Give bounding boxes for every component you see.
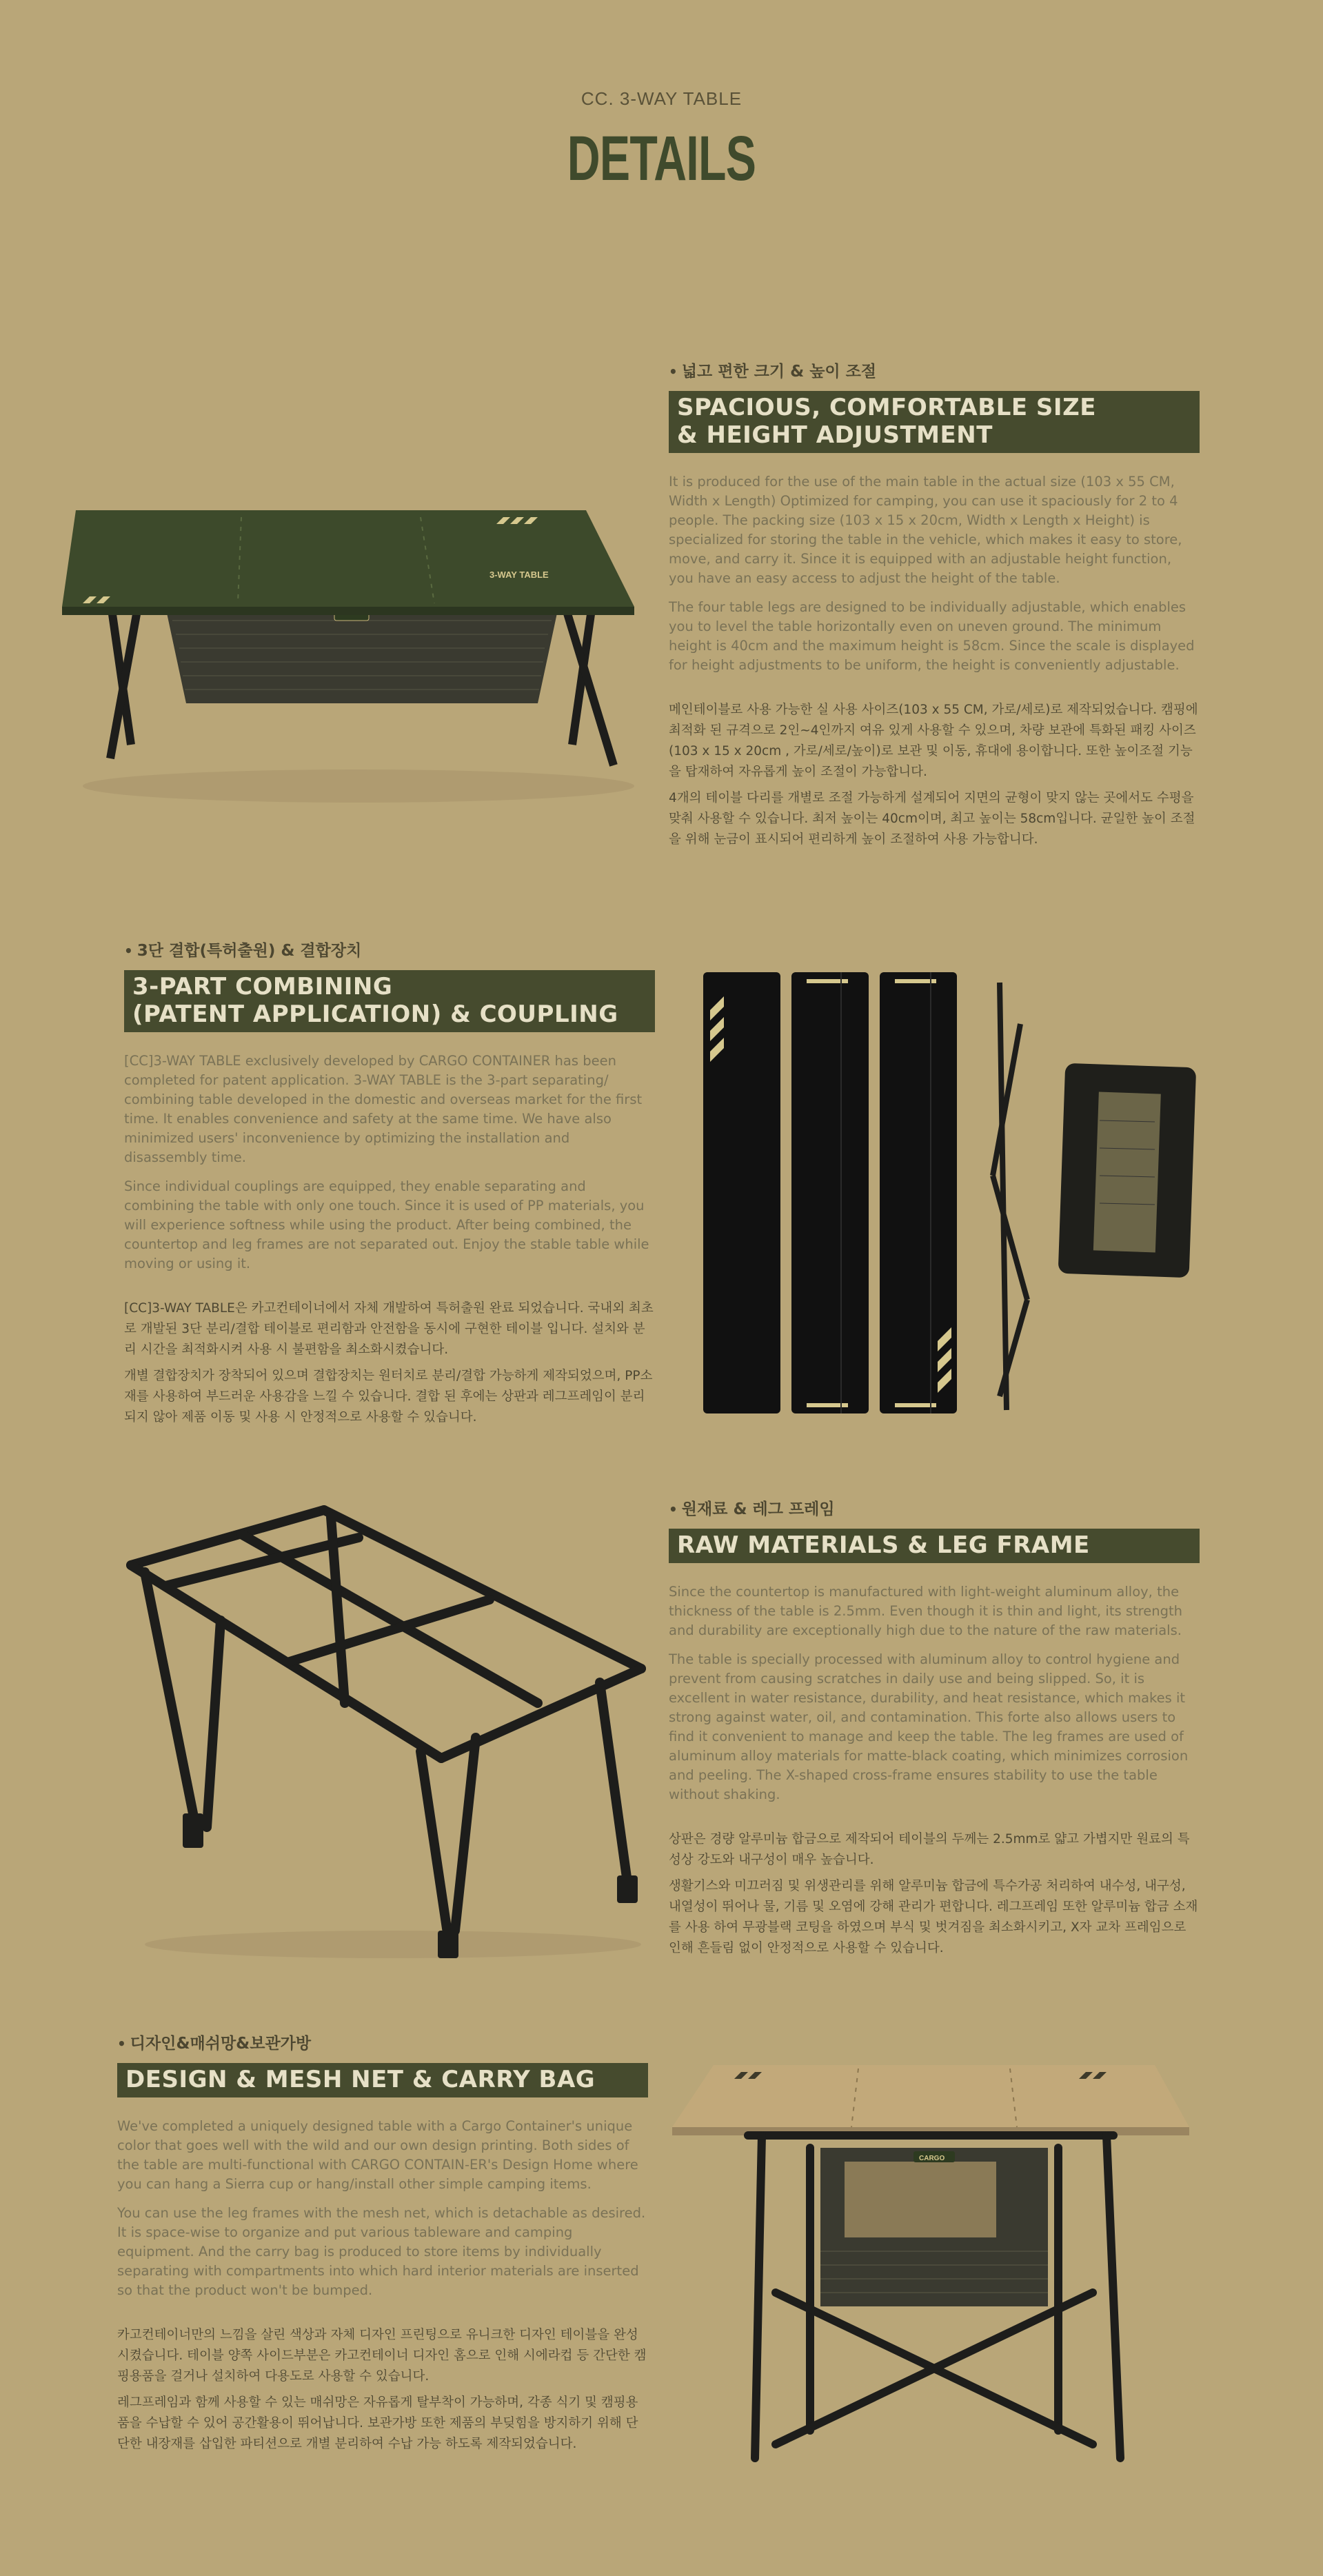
disassembled-parts-illustration: [703, 969, 1200, 1417]
section-ko-paragraph: 레그프레임과 함께 사용할 수 있는 매쉬망은 자유롭게 탈부착이 가능하며, 각종 식기 및 캠핑용품을 수납할 수 있어 공간활용이 뛰어납니다. 보관가방 또한 제품의 부딪힘을 방지하기 위해 단단한 내장재를 삽입한 파티션으로 개별 분리하여 수납 가능 하도록 제작되었습니다.: [117, 2395, 638, 2451]
section-banner: DESIGN & MESH NET & CARRY BAG: [117, 2063, 648, 2097]
section-kr-label: • 넓고 편한 크기 & 높이 조절: [669, 363, 877, 381]
page-subtitle: CC. 3-WAY TABLE: [580, 88, 743, 109]
tan-table-illustration: [672, 2058, 1196, 2472]
section-en-paragraph: It is produced for the use of the main table in the actual size (103 x 55 CM, Width x Length) Optimized for camping, you can use it spaciously for 2 to 4 people. The packing size (103 x 15 x 20cm, Width x Length x Height) is specialized for storing the table in the vehicle, which makes it easy to store, move, and carry it. Since it is equipped with an adjustable height function, you have an easy access to adjust the height of the table.: [669, 474, 1182, 586]
section-en-paragraph: Since the countertop is manufactured with light-weight aluminum alloy, the thickness of the table is 2.5mm. Even though it is thin and light, its strength and durability are exceptionally high due to the nature of the raw materials.: [669, 1584, 1182, 1638]
page-title: DETAILS: [567, 123, 756, 194]
section-kr-label: • 3단 결합(특허출원) & 결합장치: [124, 942, 362, 960]
section-en-paragraph: The four table legs are designed to be individually adjustable, which enables you to level the table horizontally even on uneven ground. The minimum height is 40cm and the maximum height is 58cm. Since the scale is displayed for height adjustments to be uniform, the height is conveniently adjustable.: [669, 599, 1195, 673]
section-kr-label: • 디자인&매쉬망&보관가방: [117, 2035, 312, 2053]
section-ko-paragraph: [CC]3-WAY TABLE은 카고컨테이너에서 자체 개발하여 특허출원 완료 되었습니다. 국내외 최초로 개발된 3단 분리/결합 테이블로 편리함과 안전함을 동시에 구현한 테이블 입니다. 설치와 분리 시간을 최적화시켜 사용 시 불편함을 최소화시켰습니다.: [124, 1301, 654, 1357]
section-ko-paragraph: 개별 결합장치가 장착되어 있으며 결합장치는 원터치로 분리/결합 가능하게 제작되었으며, PP소재를 사용하여 부드러운 사용감을 느낄 수 있습니다. 결합 된 후에는 상판과 레그프레임이 분리되지 않아 제품 이동 및 사용 시 안정적으로 사용할 수 있습니다.: [124, 1369, 653, 1425]
section-banner: SPACIOUS, COMFORTABLE SIZE & HEIGHT ADJUSTMENT: [669, 391, 1200, 453]
section-design: [117, 2031, 648, 2460]
section-size-height: [669, 359, 1200, 856]
section-ko-paragraph: 카고컨테이너만의 느낌을 살린 색상과 자체 디자인 프린팅으로 유니크한 디자인 테이블을 완성시켰습니다. 테이블 양쪽 사이드부분은 카고컨테이너 디자인 홈으로 인해 시에라컵 등 간단한 캠핑용품을 걸거나 설치하여 다용도로 사용할 수 있습니다.: [117, 2328, 647, 2384]
section-en-paragraph: You can use the leg frames with the mesh net, which is detachable as desired. It is space-wise to organize and put various tableware and camping equipment. And the carry bag is produced to store items by individually separating with compartments into which hard interior materials are inserted so that the product won't be bumped.: [117, 2205, 646, 2298]
section-ko-paragraph: 생활기스와 미끄러짐 및 위생관리를 위해 알루미늄 합금에 특수가공 처리하여 내수성, 내구성, 내열성이 뛰어나 물, 기름 및 오염에 강해 관리가 편합니다. 레그프레임 또한 알루미늄 합금 소재를 사용 하여 무광블랙 코팅을 하였으며 부식 및 벗겨짐을 최소화시키고, X자 교차 프레임으로 인해 흔들림 없이 안정적으로 사용할 수 있습니다.: [669, 1879, 1198, 1955]
section-en-paragraph: The table is specially processed with aluminum alloy to control hygiene and prevent from causing scratches in daily use and being slipped. So, it is excellent in water resistance, durability, and heat resistance, which makes it strong against water, oil, and contamination. This forte also allows users to find it convenient to manage and keep the table. The leg frames are used of aluminum alloy materials for matte-black coating, which minimizes corrosion and peeling. The X-shaped cross-frame ensures stability to use the table without shaking.: [669, 1651, 1189, 1802]
section-en-paragraph: Since individual couplings are equipped, they enable separating and combining the table with only one touch. Since it is used of PP materials, you will experience softness while using the product. After being combined, the countertop and leg frames are not separated out. Enjoy the stable table while moving or using it.: [124, 1178, 649, 1271]
section-en-paragraph: We've completed a uniquely designed table with a Cargo Container's unique color that goes well with the wild and our own design printing. Both sides of the table are multi-functional with CARGO CONTAIN-ER's Design Home where you can hang a Sierra cup or hang/install other simple camping items.: [117, 2118, 638, 2192]
section-ko-paragraph: 메인테이블로 사용 가능한 실 사용 사이즈(103 x 55 CM, 가로/세로)로 제작되었습니다. 캠핑에 최적화 된 규격으로 2인~4인까지 여유 있게 사용할 수 있으며, 차량 보관에 특화된 패킹 사이즈(103 x 15 x 20cm , 가로/세로/높이)로 보관 및 이동, 휴대에 용이합니다. 또한 높이조절 기능을 탑재하여 자유롭게 높이 조절이 가능합니다.: [669, 703, 1198, 779]
section-en-paragraph: [CC]3-WAY TABLE exclusively developed by CARGO CONTAINER has been completed for patent application. 3-WAY TABLE is the 3-part separating/ combining table developed in the domestic and overseas market for the first time. It enables convenience and safety at the same time. We have also minimized users' inconvenience by optimizing the installation and disassembly time.: [124, 1053, 643, 1165]
tabletop-print-text: 3-WAY TABLE: [489, 570, 549, 580]
mesh-logo-text: CARGO: [919, 2155, 945, 2162]
section-kr-label: • 원재료 & 레그 프레임: [669, 1500, 835, 1518]
leg-frame-illustration: [117, 1496, 655, 1965]
section-ko-paragraph: 상판은 경량 알루미늄 합금으로 제작되어 테이블의 두께는 2.5mm로 얇고 가볍지만 원료의 특성상 강도와 내구성이 매우 높습니다.: [669, 1832, 1190, 1867]
section-ko-paragraph: 4개의 테이블 다리를 개별로 조절 가능하게 설계되어 지면의 균형이 맞지 않는 곳에서도 수평을 맞춰 사용할 수 있습니다. 최저 높이는 40cm이며, 최고 높이는 58cm입니다. 균일한 높이 조절을 위해 눈금이 표시되어 편리하게 높이 조절하여 사용 가능합니다.: [669, 791, 1195, 847]
section-combining: [124, 938, 655, 1433]
section-banner: 3-PART COMBINING (PATENT APPLICATION) & COUPLING: [124, 970, 655, 1032]
section-banner: RAW MATERIALS & LEG FRAME: [669, 1529, 1200, 1563]
green-table-illustration: [62, 469, 641, 814]
section-materials: [669, 1496, 1200, 1964]
